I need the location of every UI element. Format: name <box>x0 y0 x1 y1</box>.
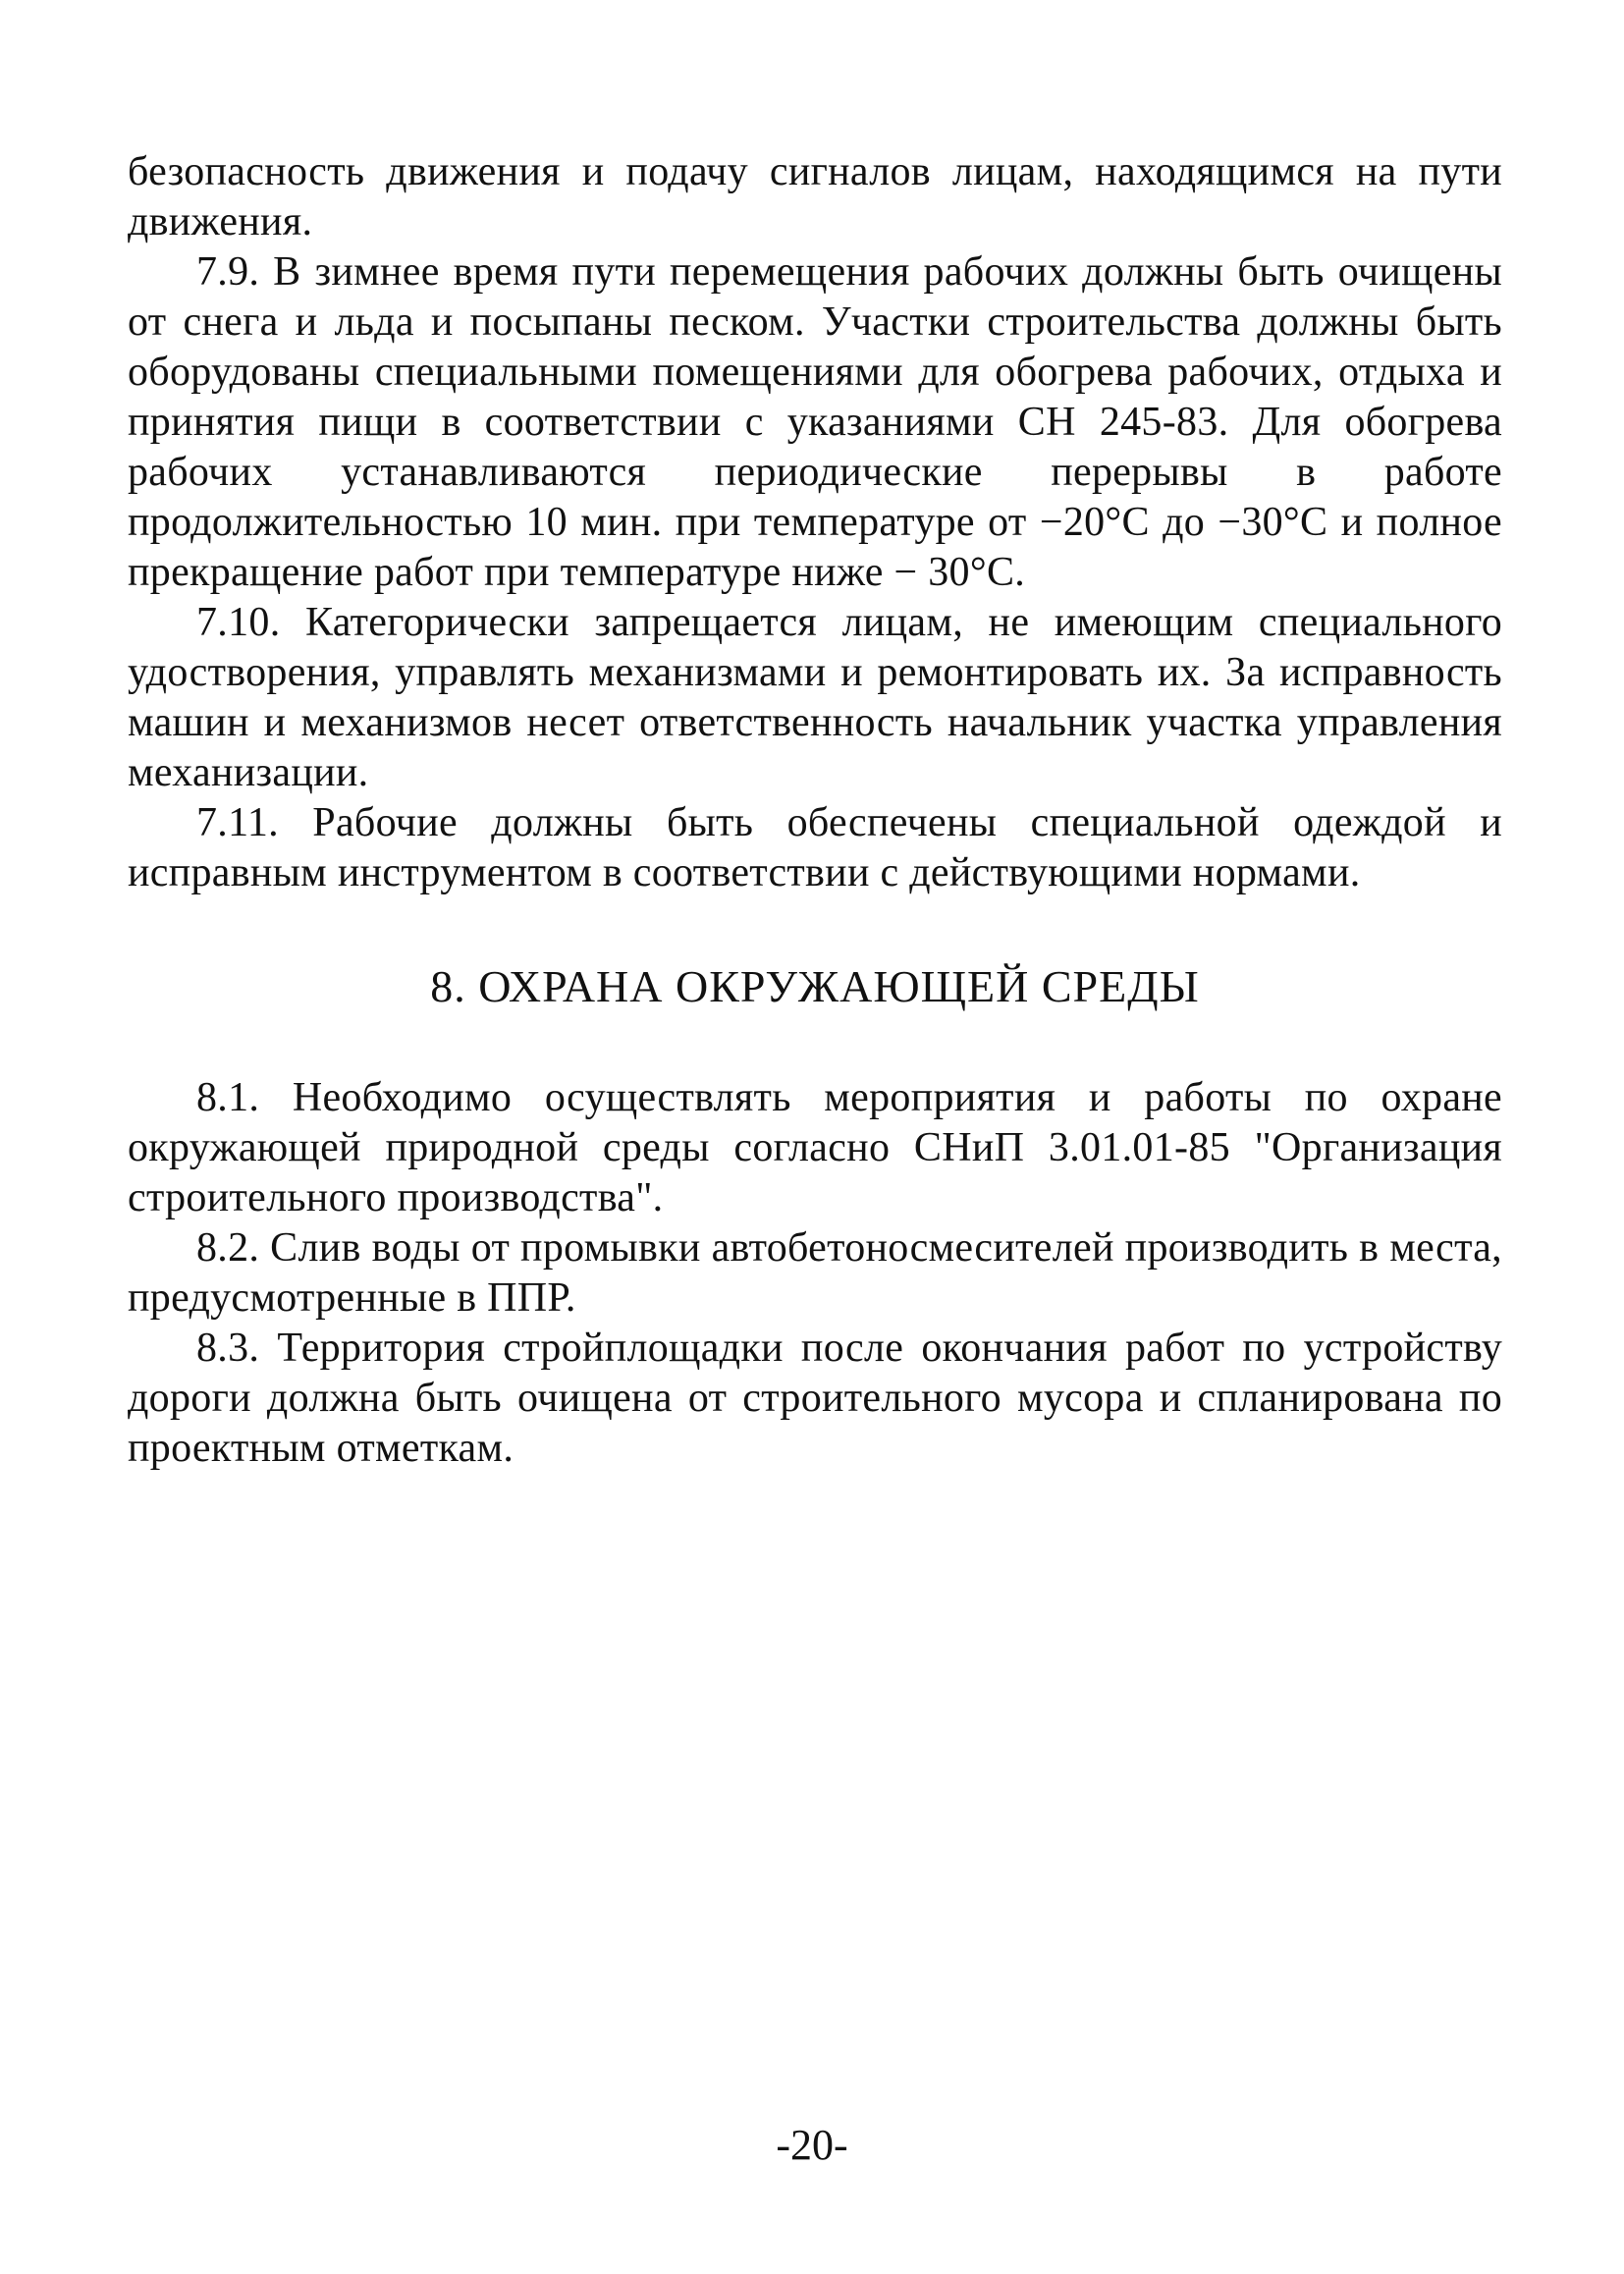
paragraph-7-11: 7.11. Рабочие должны быть обеспечены специальной одеждой и исправным инструментом в соответствии с действующими нормами. <box>128 800 1502 895</box>
paragraph-7-10: 7.10. Категорически запрещается лицам, не имеющим специального удостворения, управлять механизмами и ремонтировать их. За исправность машин и механизмов несет ответственность начальник участка управления механизации. <box>128 600 1502 795</box>
document-body <box>128 147 1502 1474</box>
page-number: -20- <box>776 2121 848 2169</box>
paragraph-8-1: 8.1. Необходимо осуществлять мероприятия и работы по охране окружающей природной среды согласно СНиП 3.01.01-85 "Организация строительного производства". <box>128 1075 1502 1220</box>
paragraph-8-2: 8.2. Слив воды от промывки автобетоносмесителей производить в места, предусмотренные в ППР. <box>128 1225 1502 1321</box>
paragraph-7-9: 7.9. В зимнее время пути перемещения рабочих должны быть очищены от снега и льда и посыпаны песком. Участки строительства должны быть оборудованы специальными помещениями для обогрева рабочих, отдыха и принятия пищи в соответствии с указаниями СН 245-83. Для обогрева рабочих устанавливаются периодические перерывы в работе продолжительностью 10 мин. при температуре от −20°С до −30°С и полное прекращение работ при температуре ниже − 30°С. <box>128 249 1502 595</box>
paragraph-7-8-continuation: безопасность движения и подачу сигналов лицам, находящимся на пути движения. <box>128 149 1502 244</box>
paragraph-8-3: 8.3. Территория стройплощадки после окончания работ по устройству дороги должна быть очищена от строительного мусора и спланирована по проектным отметкам. <box>128 1326 1502 1471</box>
section-8-heading: 8. ОХРАНА ОКРУЖАЮЩЕЙ СРЕДЫ <box>430 961 1200 1011</box>
